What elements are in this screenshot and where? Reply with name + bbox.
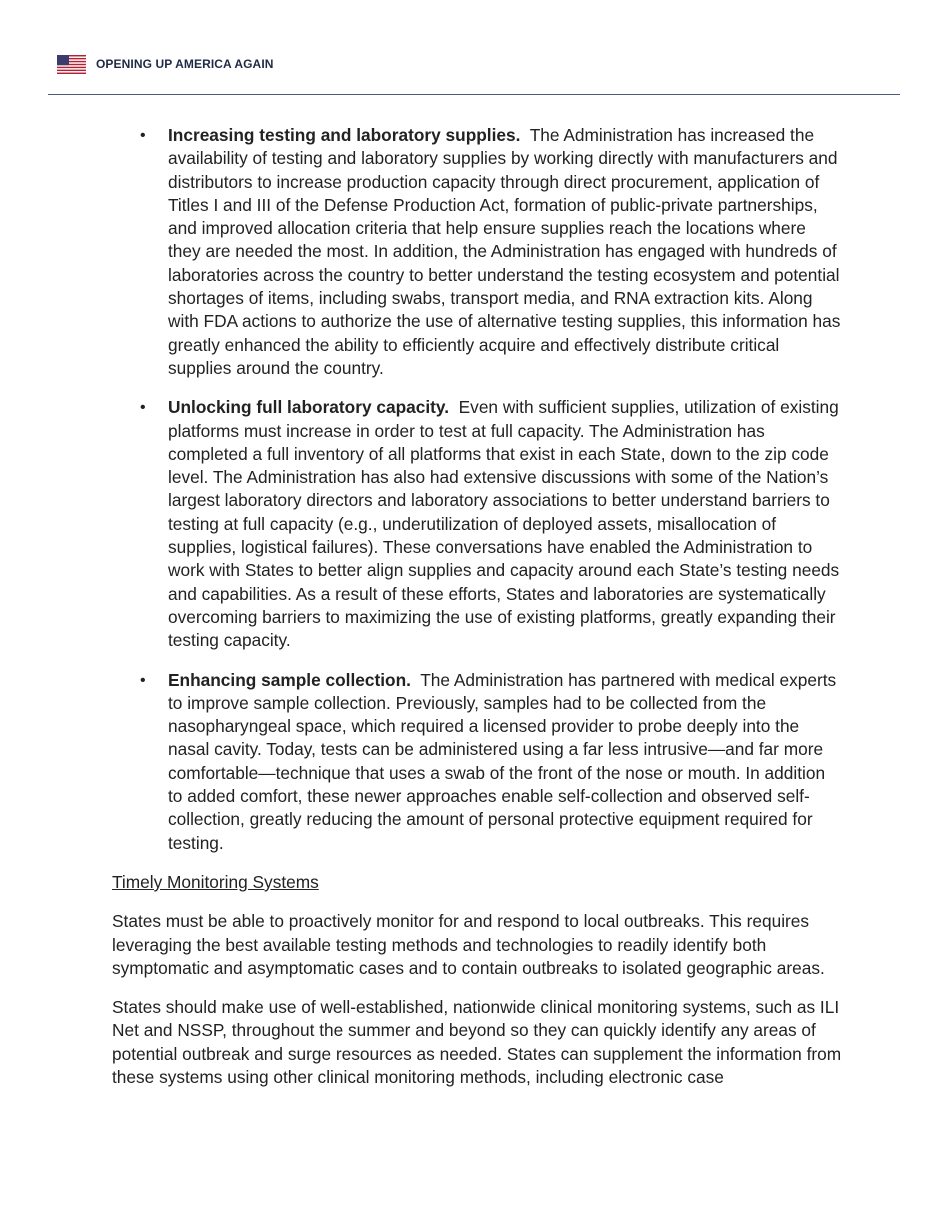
us-flag-icon bbox=[57, 55, 86, 74]
bullet-lead: Enhancing sample collection. bbox=[168, 669, 411, 690]
bullet-lead: Unlocking full laboratory capacity. bbox=[168, 397, 450, 418]
bullet-icon: • bbox=[140, 399, 146, 417]
section-heading: Timely Monitoring Systems bbox=[112, 871, 319, 892]
bullet-list bbox=[112, 124, 842, 855]
section-paragraph: States must be able to proactively monitor for and respond to local outbreaks. This requires leveraging the best available testing methods and technologies to readily identify both symptomatic and asymptomatic cases and to contain outbreaks to isolated geographic areas. bbox=[112, 911, 825, 978]
bullet-item-sample-collection bbox=[112, 669, 842, 855]
bullet-text: The Administration has increased the availability of testing and laboratory supplies by working directly with manufacturers and distributors to increase production capacity through direct procurement, application of Titles I and III of the Defense Production Act, formation of public-private partnerships, and improved allocation criteria that help ensure supplies reach the locations where they are needed the most. In addition, the Administration has engaged with hundreds of laboratories across the country to better understand the testing ecosystem and potential shortages of items, including swabs, transport media, and RNA extraction kits. Along with FDA actions to authorize the use of alternative testing supplies, this information has greatly enhanced the ability to efficiently acquire and effectively distribute critical supplies around the country. bbox=[168, 125, 841, 378]
document-series-title: OPENING UP AMERICA AGAIN bbox=[96, 57, 274, 71]
bullet-icon: • bbox=[140, 127, 146, 144]
bullet-text: The Administration has partnered with medical experts to improve sample collection. Previously, samples had to be collected from the nasopharyngeal space, which required a licensed provider to probe deeply into the nasal cavity. Today, tests can be administered using a far less intrusive—and far more comfortable—technique that uses a swab of the front of the nose or mouth. In addition to added comfort, these newer approaches enable self-collection and observed self-collection, greatly reducing the amount of personal protective equipment required for testing. bbox=[168, 669, 837, 853]
bullet-item-laboratory-capacity bbox=[112, 396, 842, 652]
page-header bbox=[57, 54, 274, 74]
bullet-lead: Increasing testing and laboratory supplies. bbox=[168, 125, 521, 145]
bullet-text: Even with sufficient supplies, utilization of existing platforms must increase in order to test at full capacity. The Administration has completed a full inventory of all platforms that exist in each State, down to the zip code level. The Administration has also had extensive discussions with some of the Nation’s largest laboratory directors and laboratory associations to better understand barriers to testing at full capacity (e.g., underutilization of deployed assets, misallocation of supplies, logistical failures). These conversations have enabled the Administration to work with States to better align supplies and capacity around each State’s testing needs and capabilities. As a result of these efforts, States and laboratories are systematically overcoming barriers to maximizing the use of existing platforms, greatly expanding their testing capacity. bbox=[168, 397, 840, 651]
page-body bbox=[112, 124, 842, 1105]
section-paragraph: States should make use of well-established, nationwide clinical monitoring systems, such as ILI Net and NSSP, throughout the summer and beyond so they can quickly identify any areas of potential outbreak and surge resources as needed. States can supplement the information from these systems using other clinical monitoring methods, including electronic case bbox=[112, 997, 842, 1087]
bullet-icon: • bbox=[140, 671, 146, 689]
header-divider bbox=[48, 94, 900, 95]
bullet-item-testing-supplies bbox=[112, 124, 842, 380]
